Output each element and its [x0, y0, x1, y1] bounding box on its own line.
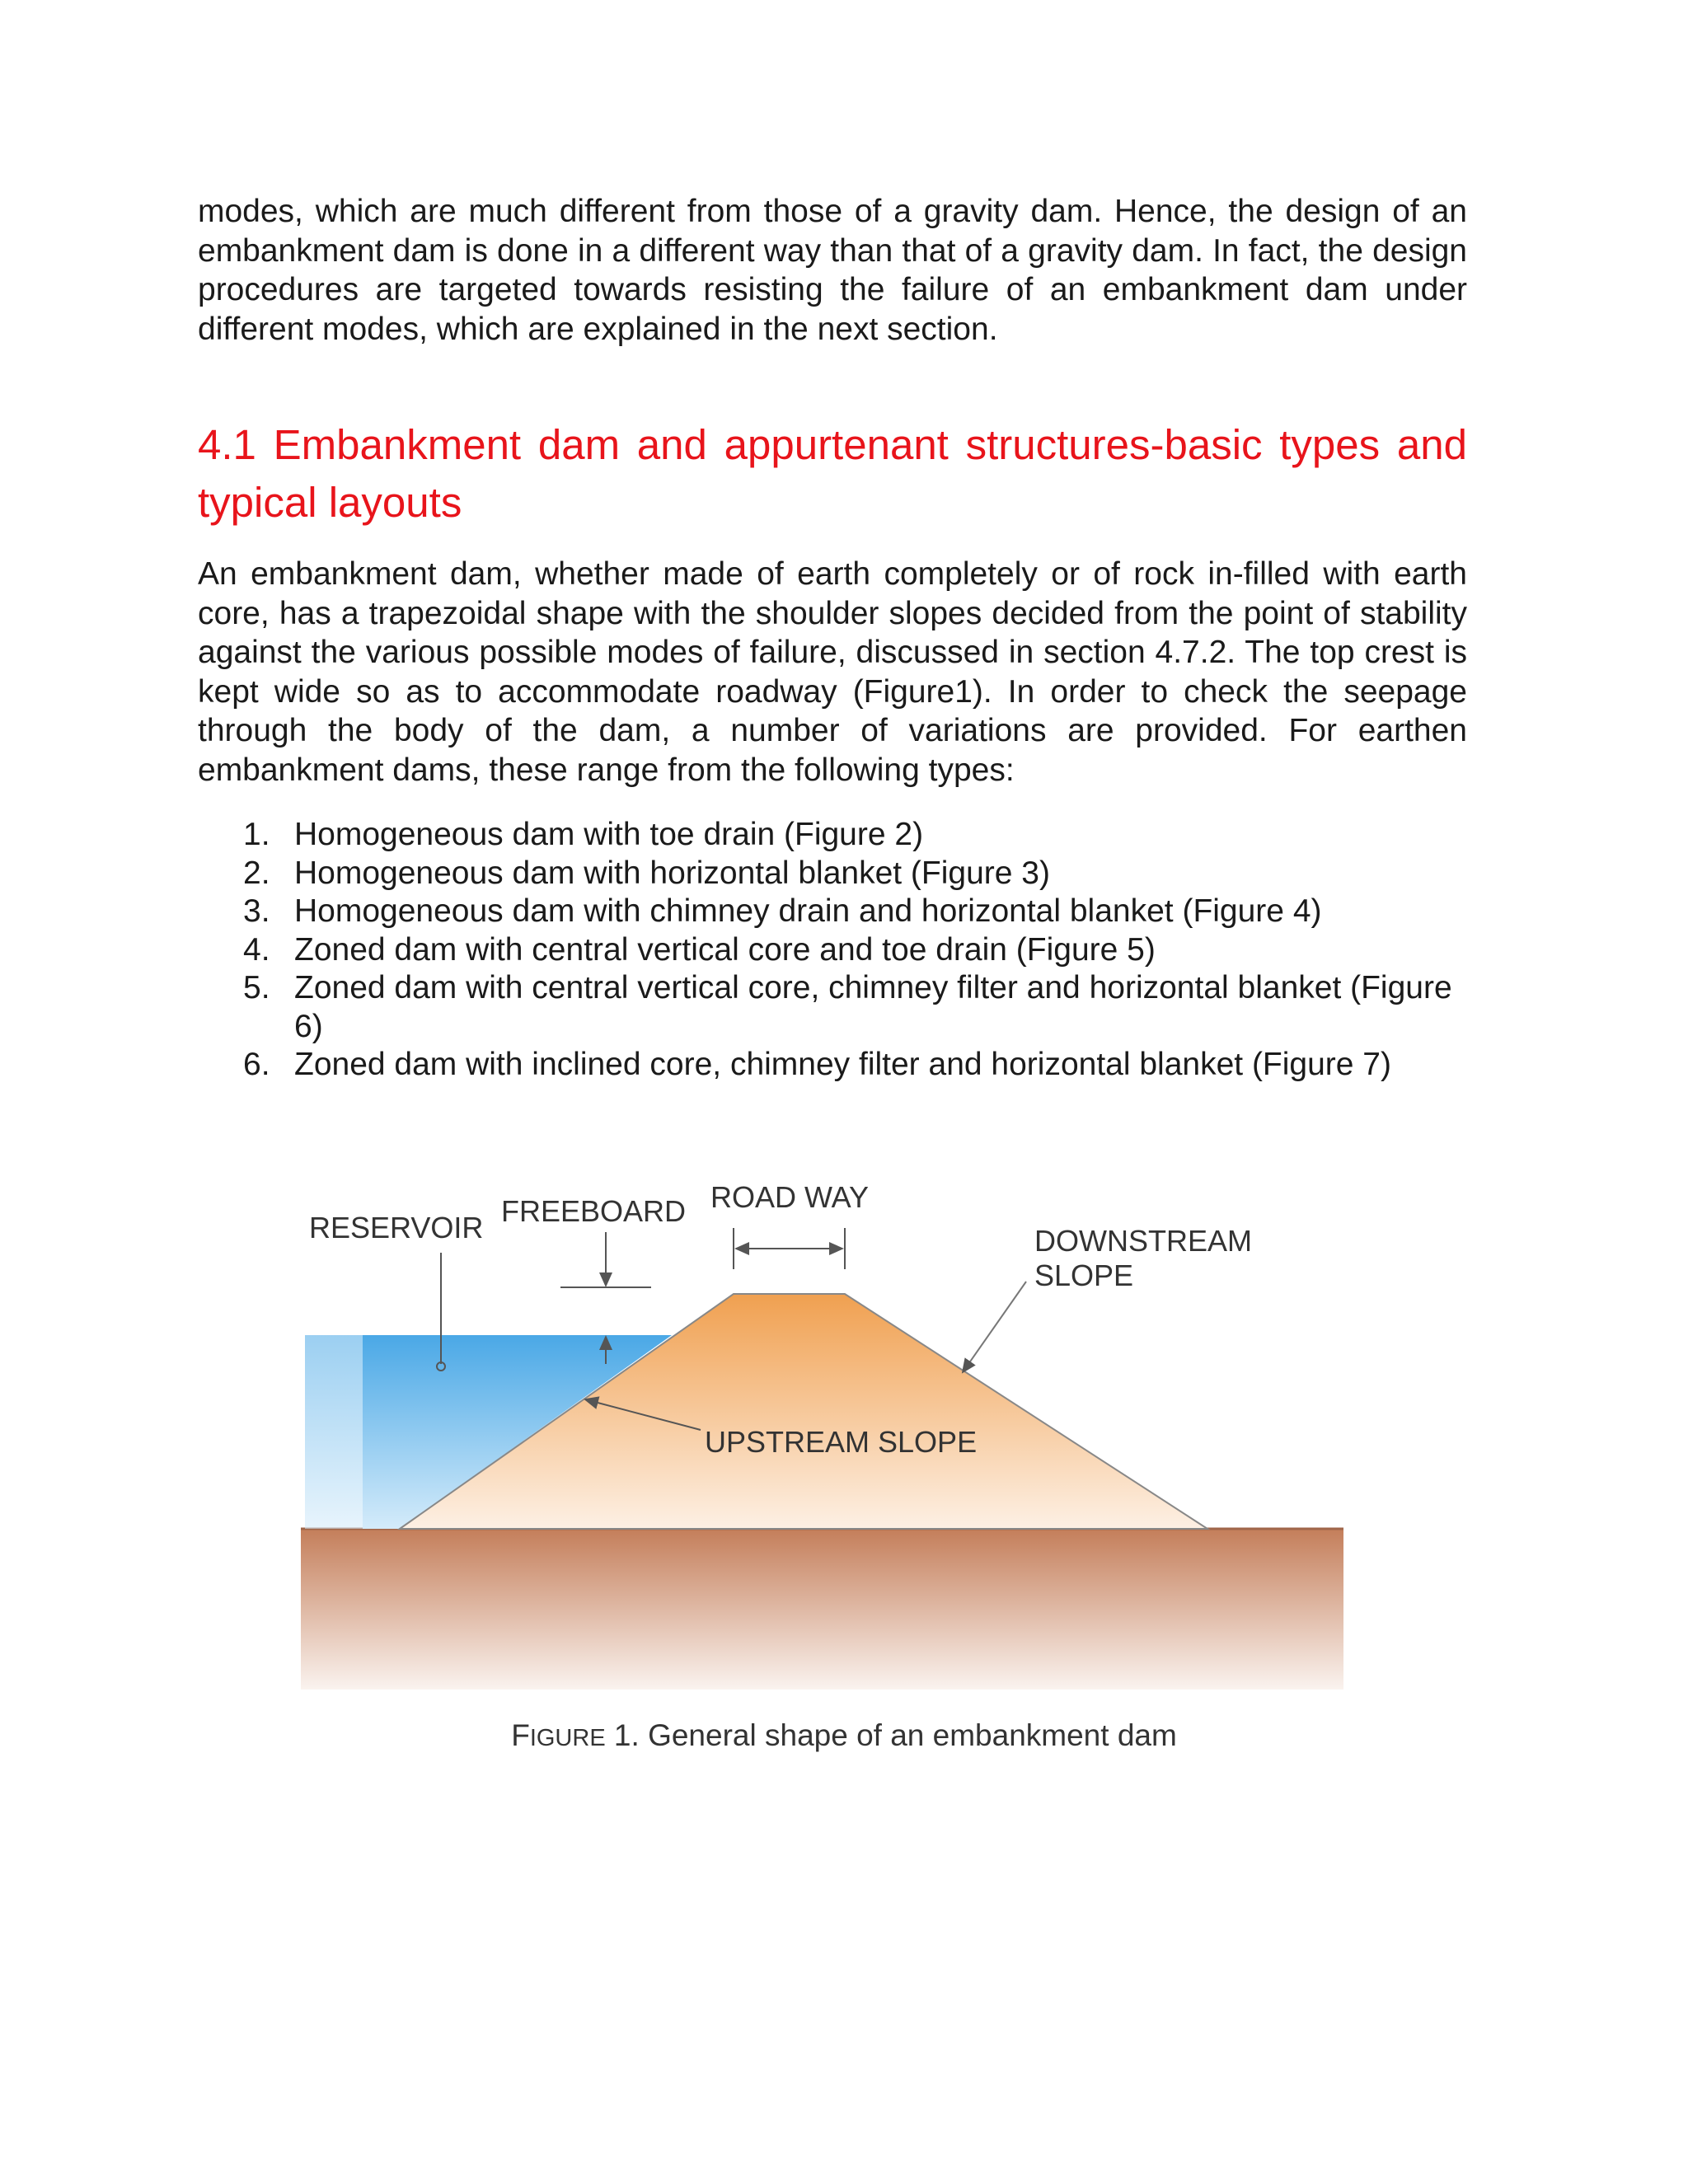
list-text: Zoned dam with central vertical core, chimney filter and horizontal blanket (Figure 6): [294, 970, 1452, 1044]
label-downstream: DOWNSTREAM: [1034, 1224, 1252, 1258]
list-item: [243, 855, 1479, 893]
list-text: Zoned dam with inclined core, chimney filter and horizontal blanket (Figure 7): [294, 1047, 1391, 1082]
label-downstream-slope: SLOPE: [1034, 1258, 1134, 1292]
list-text: Homogeneous dam with toe drain (Figure 2): [294, 817, 924, 852]
label-upstream-slope: UPSTREAM SLOPE: [705, 1425, 978, 1459]
list-number: 4.: [243, 931, 270, 968]
list-number: 5.: [243, 970, 270, 1005]
list-item: [243, 931, 1479, 970]
figure-caption: [0, 1718, 1688, 1753]
caption-prefix-big: F: [511, 1718, 530, 1752]
intro-paragraph: modes, which are much different from those of a gravity dam. Hence, the design of an embankment dam is done in a different way than that of a gravity dam. In fact, the design procedures are targeted towards resisting the failure of an embankment dam under different modes, which are explained in the next section.: [198, 194, 1467, 347]
list-item: [243, 1046, 1479, 1085]
list-number: 3.: [243, 893, 270, 929]
list-text: Homogeneous dam with chimney drain and horizontal blanket (Figure 4): [294, 893, 1322, 929]
list-item: [243, 969, 1479, 1046]
downstream-pointer: [963, 1282, 1026, 1372]
label-freeboard: FREEBOARD: [501, 1194, 687, 1228]
reservoir-water-left: [305, 1335, 367, 1529]
dam-types-list: [243, 816, 1479, 1085]
list-text: Zoned dam with central vertical core and toe drain (Figure 5): [294, 931, 1156, 968]
list-number: 2.: [243, 855, 270, 891]
ground: [301, 1529, 1343, 1690]
caption-prefix-small: IGURE: [529, 1725, 606, 1751]
body-paragraph: An embankment dam, whether made of earth completely or of rock in-filled with earth core, has a trapezoidal shape with the shoulder slopes decided from the point of stability against the various possible modes of failure, discussed in section 4.7.2. The top crest is kept wide so as to accommodate roadway (Figure1). In order to check the seepage through the body of the dam, a number of variations are provided. For earthen embankment dams, these range from the following types:: [198, 556, 1467, 788]
label-reservoir: RESERVOIR: [309, 1211, 484, 1244]
list-number: 6.: [243, 1047, 270, 1082]
label-road-way: ROAD WAY: [710, 1180, 870, 1214]
list-item: [243, 816, 1479, 855]
list-text: Homogeneous dam with horizontal blanket (Figure 3): [294, 855, 1050, 891]
embankment-dam-figure: [288, 1154, 1360, 1797]
list-number: 1.: [243, 817, 270, 852]
caption-text: 1. General shape of an embankment dam: [605, 1718, 1177, 1752]
section-heading: 4.1 Embankment dam and appurtenant structures-basic types and typical layouts: [198, 421, 1467, 526]
list-item: [243, 893, 1479, 931]
